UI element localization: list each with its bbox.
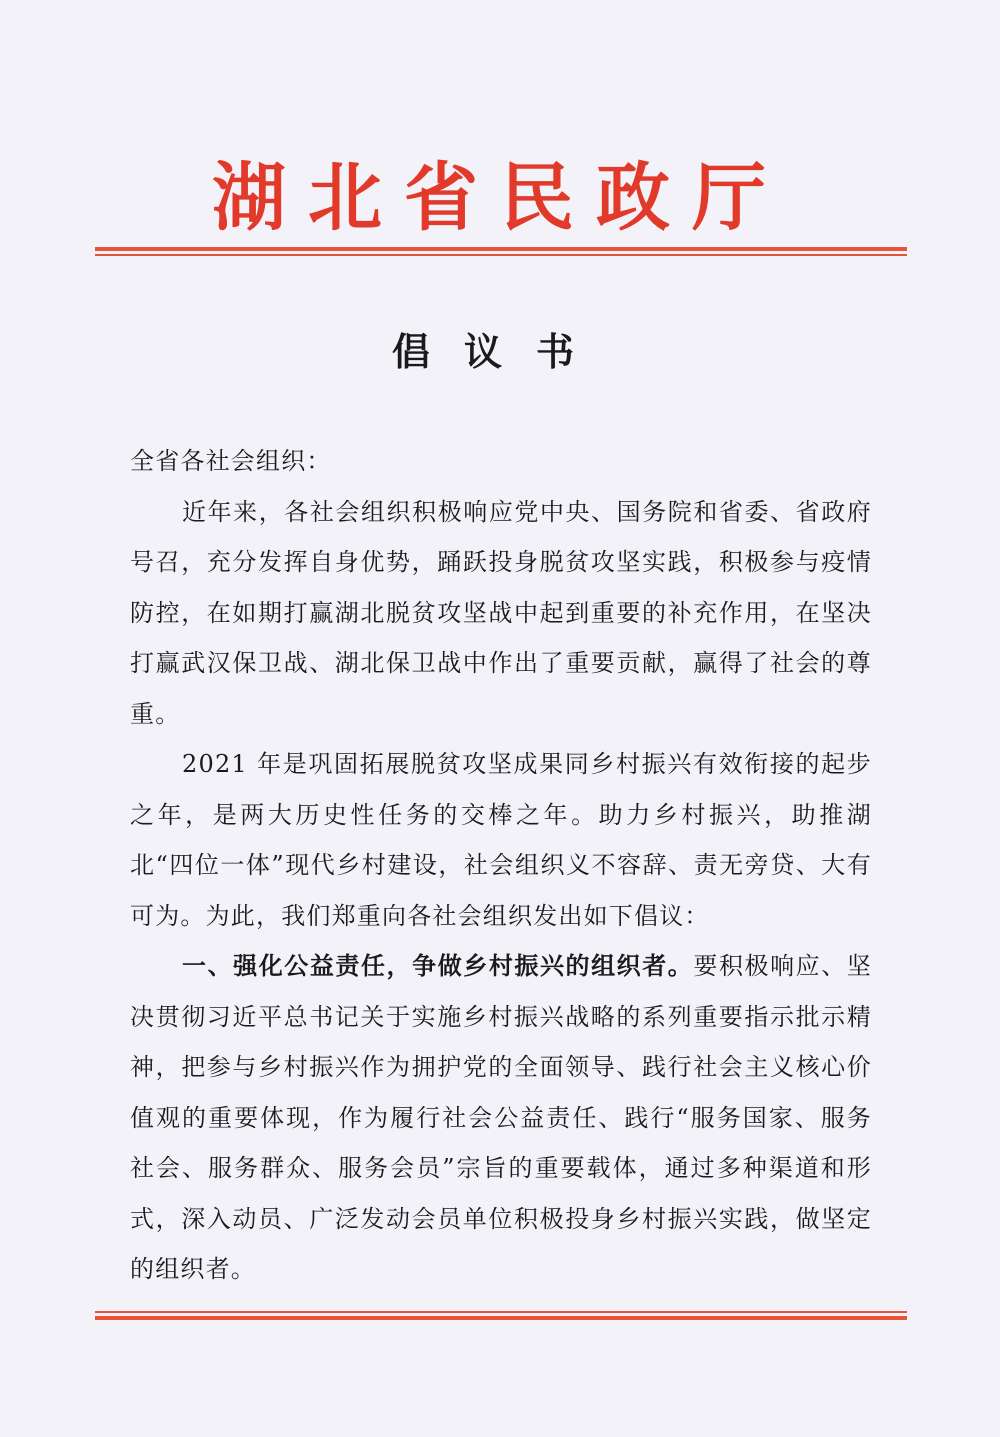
document-title: 倡议书: [391, 329, 608, 374]
issuer-masthead: 湖北省民政厅: [212, 155, 788, 241]
paragraph-1: [130, 487, 872, 740]
paragraph-3-text: 要积极响应、坚决贯彻习近平总书记关于实施乡村振兴战略的系列重要指示批示精神，把参与乡村振兴作为拥护党的全面领导、践行社会主义核心价值观的重要体现，作为履行社会公益责任、践行“服务国家、服务社会、服务群众、服务会员”宗旨的重要载体，通过多种渠道和形式，深入动员、广泛发动会员单位积极投身乡村振兴实践，做坚定的组织者。: [130, 952, 873, 1283]
salutation: 全省各社会组织：: [130, 447, 332, 475]
paragraph-3-lead: 一、强化公益责任，争做乡村振兴的组织者。: [182, 952, 694, 980]
header-red-rule: [95, 247, 907, 256]
document-body: [130, 436, 872, 1295]
paragraph-2-text: 2021 年是巩固拓展脱贫攻坚成果同乡村振兴有效衔接的起步之年，是两大历史性任务的交棒之年。助力乡村振兴，助推湖北“四位一体”现代乡村建设，社会组织义不容辞、责无旁贷、大有可为。为此，我们郑重向各社会组织发出如下倡议：: [130, 750, 872, 930]
footer-red-rule: [95, 1311, 907, 1320]
header-rule-thin: [95, 254, 907, 256]
footer-rule-thick: [95, 1316, 907, 1320]
footer-rule-thin: [95, 1311, 907, 1313]
paragraph-3: [130, 941, 872, 1295]
paragraph-1-text: 近年来，各社会组织积极响应党中央、国务院和省委、省政府号召，充分发挥自身优势，踊跃投身脱贫攻坚实践，积极参与疫情防控，在如期打赢湖北脱贫攻坚战中起到重要的补充作用，在坚决打赢武汉保卫战、湖北保卫战中作出了重要贡献，赢得了社会的尊重。: [130, 497, 872, 728]
paragraph-2: [130, 739, 872, 941]
header-rule-thick: [95, 247, 907, 251]
